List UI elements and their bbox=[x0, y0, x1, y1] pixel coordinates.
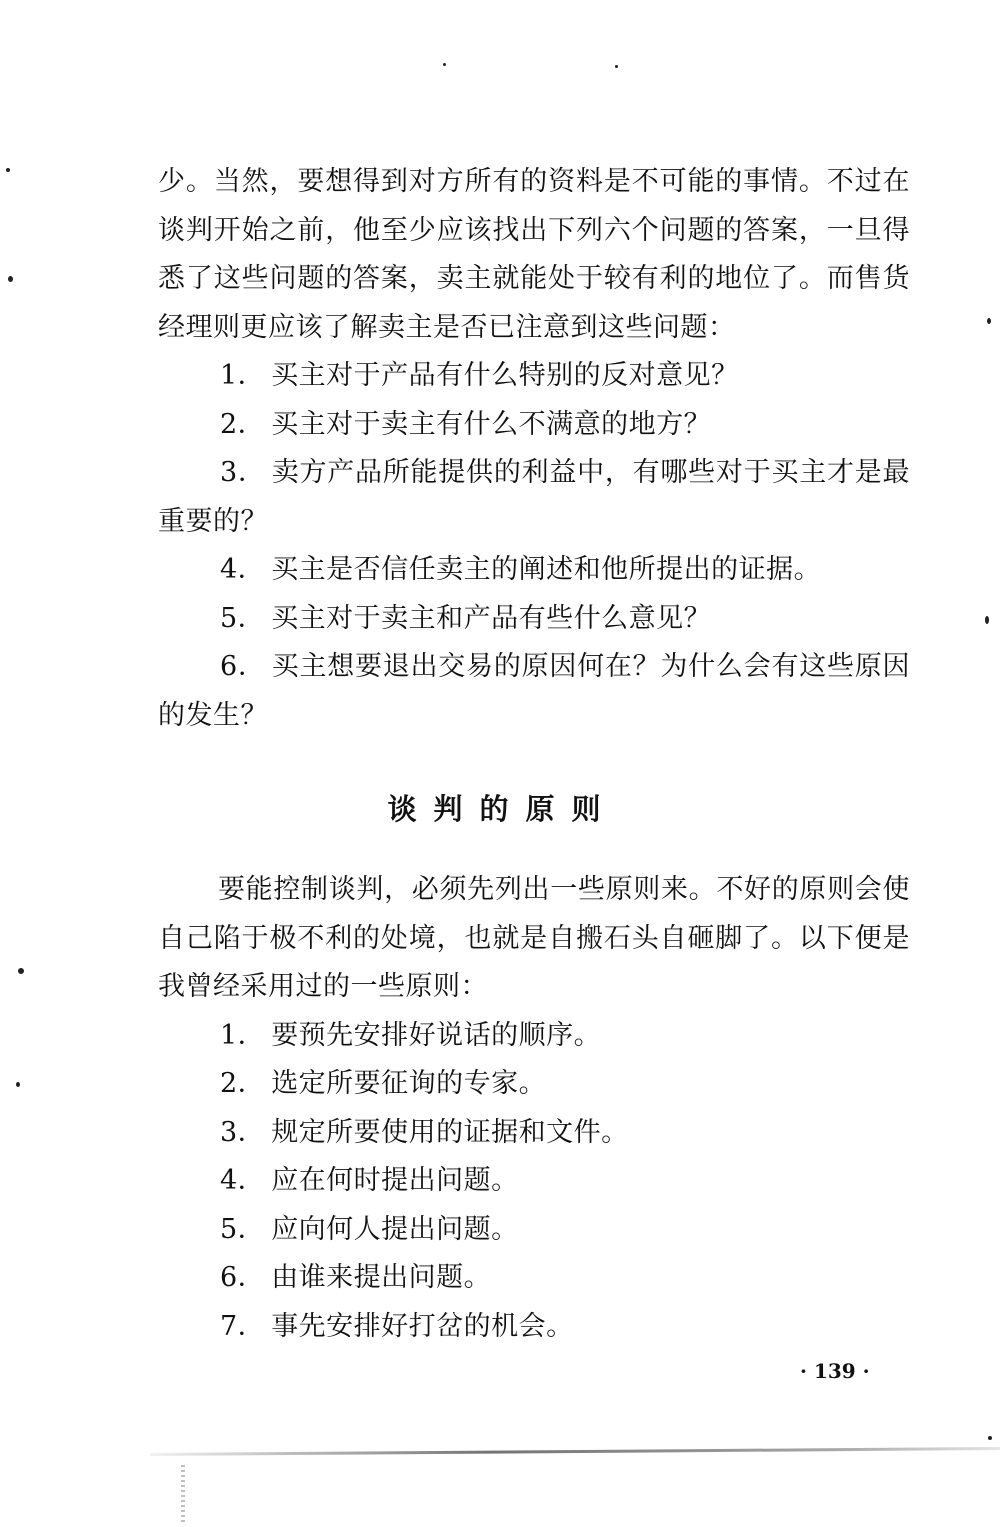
principle-item-3 bbox=[158, 1109, 910, 1158]
intro-section bbox=[158, 158, 910, 740]
principle-number: 6． bbox=[220, 1262, 266, 1293]
question-text: 买主对于卖主有什么不满意的地方？ bbox=[271, 408, 712, 440]
principle-text: 应向何人提出问题。 bbox=[271, 1213, 519, 1245]
principle-number: 3． bbox=[220, 1116, 266, 1148]
section-heading: 谈判的原则 bbox=[387, 792, 618, 826]
question-text: 卖方产品所能提供的利益中，有哪些对于买主才是最重要的？ bbox=[158, 457, 911, 537]
scan-speck bbox=[8, 276, 13, 282]
principle-item-6 bbox=[158, 1254, 910, 1303]
intro-paragraph: 少。当然，要想得到对方所有的资料是不可能的事情。不过在谈判开始之前，他至少应该找出下列六个问题的答案，一旦得悉了这些问题的答案，卖主就能处于较有利的地位了。而售货经理则更应该了解卖主是否已注意到这些问题： bbox=[158, 166, 910, 343]
question-text: 买主想要退出交易的原因何在？为什么会有这些原因的发生？ bbox=[158, 651, 911, 731]
question-number: 6． bbox=[220, 651, 266, 682]
scan-speck bbox=[443, 63, 446, 66]
question-number: 1． bbox=[220, 360, 266, 391]
principles-intro: 要能控制谈判，必须先列出一些原则来。不好的原则会使自己陷于极不利的处境，也就是自搬石头自砸脚了。以下便是我曾经采用过的一些原则： bbox=[158, 874, 910, 1002]
question-item-5 bbox=[158, 595, 910, 644]
principle-item-4 bbox=[158, 1157, 910, 1206]
page-number: · 139 · bbox=[800, 1359, 870, 1383]
scan-speck bbox=[6, 168, 10, 172]
binding-mark bbox=[181, 1465, 185, 1525]
scan-speck bbox=[988, 1436, 992, 1440]
principle-number: 4． bbox=[220, 1165, 266, 1196]
principle-item-7 bbox=[158, 1303, 910, 1352]
question-item-4 bbox=[158, 546, 910, 595]
principle-item-2 bbox=[158, 1060, 910, 1109]
scan-speck bbox=[985, 616, 989, 624]
question-text: 买主对于卖主和产品有些什么意见？ bbox=[271, 602, 712, 634]
question-item-6 bbox=[158, 643, 910, 740]
scan-edge-line bbox=[150, 1447, 1000, 1456]
principle-text: 规定所要使用的证据和文件。 bbox=[271, 1116, 629, 1148]
principle-text: 应在何时提出问题。 bbox=[271, 1165, 519, 1196]
scan-speck bbox=[615, 65, 618, 68]
question-item-1 bbox=[158, 352, 910, 401]
principle-text: 要预先安排好说话的顺序。 bbox=[271, 1019, 602, 1051]
principle-number: 1． bbox=[220, 1019, 266, 1051]
scan-speck bbox=[18, 968, 24, 974]
principles-section bbox=[158, 866, 910, 1351]
question-number: 5． bbox=[220, 602, 266, 634]
principle-number: 7． bbox=[220, 1310, 266, 1342]
principle-number: 2． bbox=[220, 1068, 266, 1099]
principle-text: 由谁来提出问题。 bbox=[271, 1262, 492, 1293]
principle-number: 5． bbox=[220, 1213, 266, 1245]
question-number: 2． bbox=[220, 408, 266, 440]
question-text: 买主是否信任卖主的阐述和他所提出的证据。 bbox=[271, 554, 822, 585]
principle-item-1 bbox=[158, 1012, 910, 1061]
question-text: 买主对于产品有什么特别的反对意见？ bbox=[271, 360, 739, 391]
question-number: 3． bbox=[220, 457, 266, 488]
question-item-2 bbox=[158, 401, 910, 450]
principle-text: 事先安排好打岔的机会。 bbox=[271, 1310, 574, 1342]
scan-speck bbox=[987, 318, 991, 324]
principle-text: 选定所要征询的专家。 bbox=[271, 1068, 547, 1099]
scan-speck bbox=[16, 1082, 20, 1087]
question-number: 4． bbox=[220, 554, 266, 585]
question-item-3 bbox=[158, 449, 910, 546]
principle-item-5 bbox=[158, 1206, 910, 1255]
